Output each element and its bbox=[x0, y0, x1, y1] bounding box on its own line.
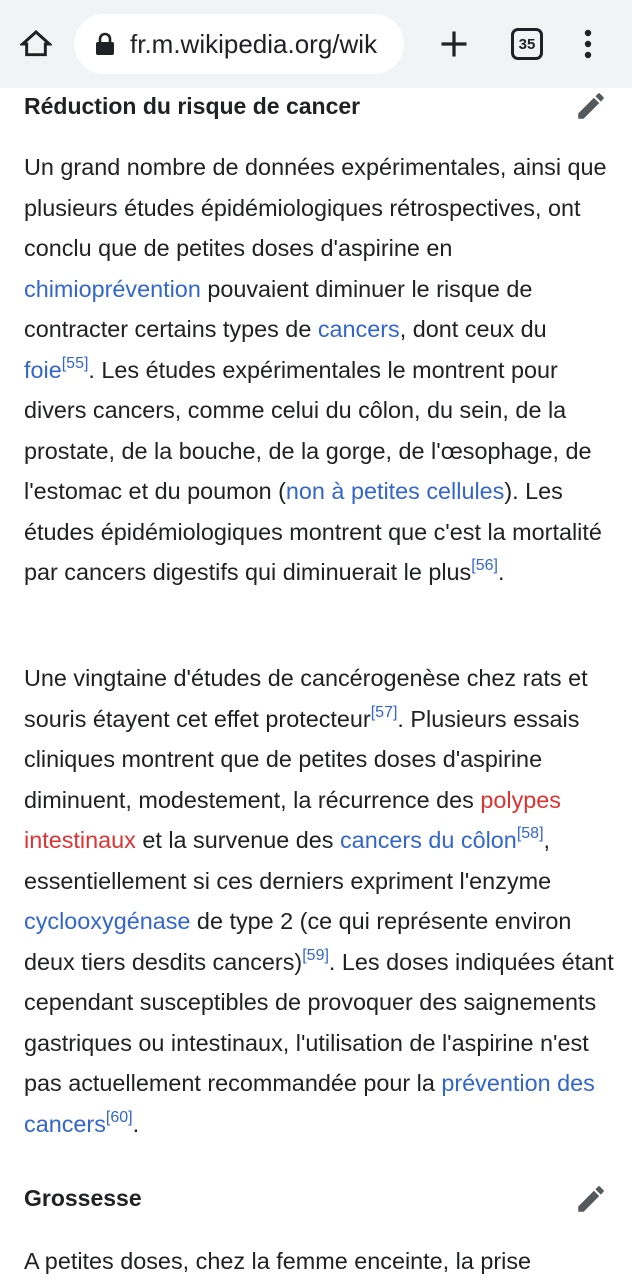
text-segment: de type 2 (ce qui représente environ deux tiers desdits cancers) bbox=[24, 908, 572, 975]
text-segment: Un grand nombre de données expérimentales, ainsi que plusieurs études épidémiologiques rétrospectives, ont conclu que de petites doses d'aspirine en bbox=[24, 154, 607, 261]
text-segment: A petites doses, chez la femme enceinte, la prise bbox=[24, 1248, 532, 1274]
paragraph-cancer-2 bbox=[24, 658, 614, 1144]
text-segment: Une vingtaine d'études de cancérogenèse chez rats et souris étayent cet effet protecteur bbox=[24, 665, 588, 732]
plus-icon bbox=[439, 29, 469, 59]
ref-55[interactable]: [55] bbox=[61, 354, 89, 372]
ref-60[interactable]: [60] bbox=[105, 1108, 133, 1126]
section-heading-grossesse: Grossesse bbox=[24, 1185, 142, 1211]
home-icon bbox=[20, 28, 52, 60]
ref-59[interactable]: [59] bbox=[302, 946, 329, 964]
link-chimioprevention[interactable]: chimioprévention bbox=[24, 275, 201, 302]
paragraph-grossesse bbox=[24, 1241, 614, 1282]
text-segment: et la survenue des bbox=[135, 827, 340, 853]
url-text[interactable]: fr.m.wikipedia.org/wik bbox=[130, 29, 378, 59]
ref-57[interactable]: [57] bbox=[370, 703, 398, 721]
address-bar[interactable] bbox=[74, 14, 404, 74]
text-segment: ). Les études épidémiologiques montrent que c'est la mortalité par cancers digestifs qui diminuerait le plus bbox=[24, 478, 602, 585]
text-segment: . bbox=[132, 1110, 140, 1137]
tab-count: 35 bbox=[518, 35, 536, 53]
text-segment: . Les doses indiquées étant cependant susceptibles de provoquer des saignements gastriques ou intestinaux, l'utilisation de l'aspirine n'est pas actuellement recommandée pour la bbox=[24, 948, 614, 1096]
ref-56[interactable]: [56] bbox=[471, 557, 498, 575]
tab-switcher-button[interactable] bbox=[511, 28, 543, 60]
text-segment: . bbox=[497, 559, 505, 585]
browser-toolbar bbox=[0, 0, 632, 88]
more-vert-icon bbox=[583, 29, 593, 59]
link-non-petites-cellules[interactable]: non à petites cellules bbox=[285, 478, 505, 504]
link-cyclooxygenase[interactable]: cyclooxygénase bbox=[24, 908, 191, 934]
text-segment: . Plusieurs essais cliniques montrent que de petites doses d'aspirine diminuent, modestement, la récurrence des bbox=[24, 705, 580, 813]
text-segment: , dont ceux du bbox=[399, 316, 547, 342]
link-polypes-intestinaux[interactable]: polypes intestinaux bbox=[24, 786, 561, 853]
paragraph-cancer-1 bbox=[24, 147, 614, 593]
section-heading-cancer: Réduction du risque de cancer bbox=[24, 93, 361, 119]
text-segment: , essentiellement si ces derniers expriment l'enzyme bbox=[24, 827, 552, 894]
link-foie[interactable]: foie bbox=[24, 356, 62, 383]
home-button[interactable] bbox=[18, 26, 54, 62]
pencil-icon[interactable] bbox=[574, 89, 608, 123]
link-cancers-colon[interactable]: cancers du côlon bbox=[339, 827, 517, 853]
link-cancers[interactable]: cancers bbox=[317, 316, 400, 342]
link-prevention-cancers[interactable]: prévention des cancers bbox=[24, 1070, 595, 1137]
browser-menu-button[interactable] bbox=[574, 26, 602, 62]
pencil-icon[interactable] bbox=[574, 1182, 608, 1216]
text-segment: . Les études expérimentales le montrent pour divers cancers, comme celui du côlon, du sein, de la prostate, de la bouche, de la gorge, de l'œsophage, de l'estomac et du poumon ( bbox=[24, 356, 592, 504]
new-tab-button[interactable] bbox=[436, 26, 472, 62]
ref-58[interactable]: [58] bbox=[516, 825, 544, 843]
text-segment: pouvaient diminuer le risque de contracter certains types de bbox=[24, 275, 533, 342]
lock-icon bbox=[94, 32, 116, 56]
